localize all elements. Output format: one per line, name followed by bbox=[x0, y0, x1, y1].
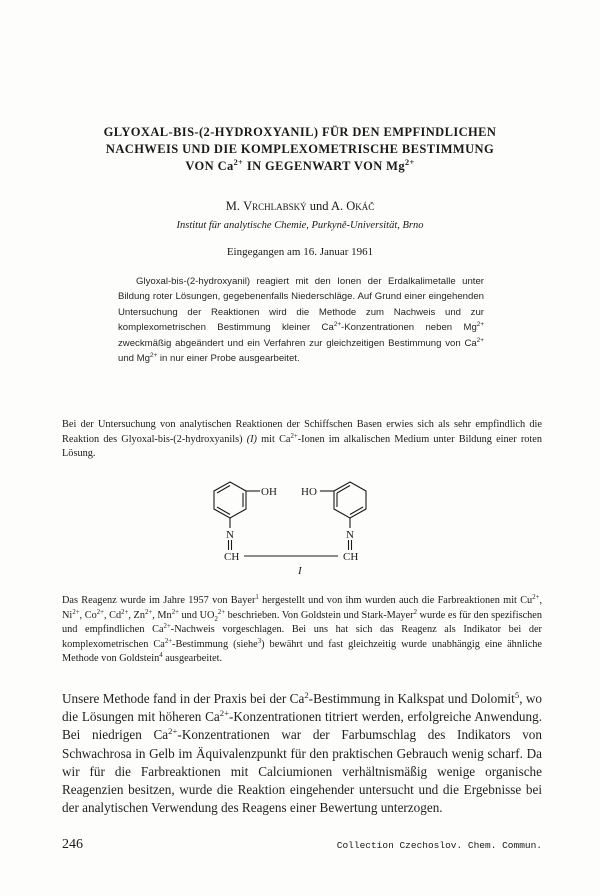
institute: Institut für analytische Chemie, Purkyně-Universität, Brno bbox=[176, 220, 424, 231]
abstract: Glyoxal-bis-(2-hydroxyanil) reagiert mit den Ionen der Erdalkalimetalle unter Bildung roter Lösungen, gegebenenfalls Niederschläge. Auf Grund einer eingehenden Untersuchung der Reaktionen wird die Methode zum Nachweis und zur komplexometrischen Bestimmung kleiner $Ca^{2+}$-Konzentrationen neben $Mg^{2+}$ zweckmäßig abgeändert und ein Verfahren zur gleichzeitigen Bestimmung von $Ca^{2+}$ und $Mg^{2+}$ in nur einer Probe ausgearbeitet. bbox=[118, 276, 485, 365]
n-left-label: N bbox=[226, 529, 234, 541]
structural-formula bbox=[200, 476, 400, 576]
ch-left-label: CH bbox=[224, 551, 240, 563]
oh-left-label: OH bbox=[261, 486, 277, 498]
benzene-ring-left bbox=[214, 482, 246, 518]
paragraph-history: Das Reagenz wurde im Jahre 1957 von Bayer$^1$ hergestellt und von ihm wurden auch die Farbreaktionen mit $Cu^{2+}$, $Ni^{2+}$, $Co^{2+}$, $Cd^{2+}$, $Zn^{2+}$, $Mn^{2+}$ und $UO_2^{2+}$ beschrieben. Von Goldstein und Stark-Mayer$^2$ wurde es für den spezifischen und empfindlichen $Ca^{2+}$-Nachweis vorgeschlagen. Bei uns hat sich das Reagenz als Indikator bei der komplexometrischen $Ca^{2+}$-Bestimmung (siehe$^3$) bewährt und fast gleichzeitig wurde unabhängig eine ähnliche Methode von Goldstein$^4$ ausgearbeitet. bbox=[62, 593, 543, 665]
ho-right-label: HO bbox=[301, 486, 317, 498]
compound-label: I bbox=[298, 565, 302, 576]
author-vrchlabsky: Vrchlabský bbox=[243, 199, 307, 213]
paragraph-method: Unsere Methode fand in der Praxis bei der Ca$^2$-Bestimmung in Kalkspat und Dolomit$^5$, wo die Lösungen mit höheren $Ca^{2+}$-Konzentrationen titriert werden, erfolgreiche Anwendung. Bei niedrigen $Ca^{2+}$-Konzentrationen war der Farbumschlag des Indikators von Schwachrosa in Gelb im Äquivalenzpunkt für den praktischen Gebrauch wenig scharf. Da wir für die Farbreaktionen mit Calciumionen verhältnismäßig wenige organische Reagenzien besitzen, wurde die Reaktion eingehender untersucht und die Ergebnisse bei der analytischen Verwendung des Reagens einer Bewertung unterzogen. bbox=[62, 689, 542, 816]
author-okac: Okáč bbox=[346, 199, 375, 213]
title-line-3: VON $Ca^{2+}$ IN GEGENWART VON $Mg^{2+}$ bbox=[185, 158, 415, 173]
received-date: Eingegangen am 16. Januar 1961 bbox=[226, 246, 374, 258]
paragraph-intro: Bei der Untersuchung von analytischen Reaktionen der Schiffschen Basen erwies sich als sehr empfindlich die Reaktion des Glyoxal-bis-(2-hydroxyanils) (I) mit $Ca^{2+}$-Ionen im alkalischen Medium unter Bildung einer roten Lösung. bbox=[62, 419, 542, 460]
ch-right-label: CH bbox=[343, 551, 359, 563]
article-title bbox=[60, 124, 540, 175]
authors: M. Vrchlabský und A. Okáč bbox=[225, 199, 375, 213]
n-right-label: N bbox=[346, 529, 354, 541]
page-number: 246 bbox=[62, 837, 83, 852]
title-line-2: NACHWEIS UND DIE KOMPLEXOMETRISCHE BESTIMMUNG bbox=[105, 142, 495, 156]
title-line-1: GLYOXAL-BIS-(2-HYDROXYANIL) FÜR DEN EMPFINDLICHEN bbox=[103, 125, 497, 139]
journal-name: Collection Czechoslov. Chem. Commun. bbox=[336, 840, 542, 851]
benzene-ring-right bbox=[334, 482, 366, 518]
